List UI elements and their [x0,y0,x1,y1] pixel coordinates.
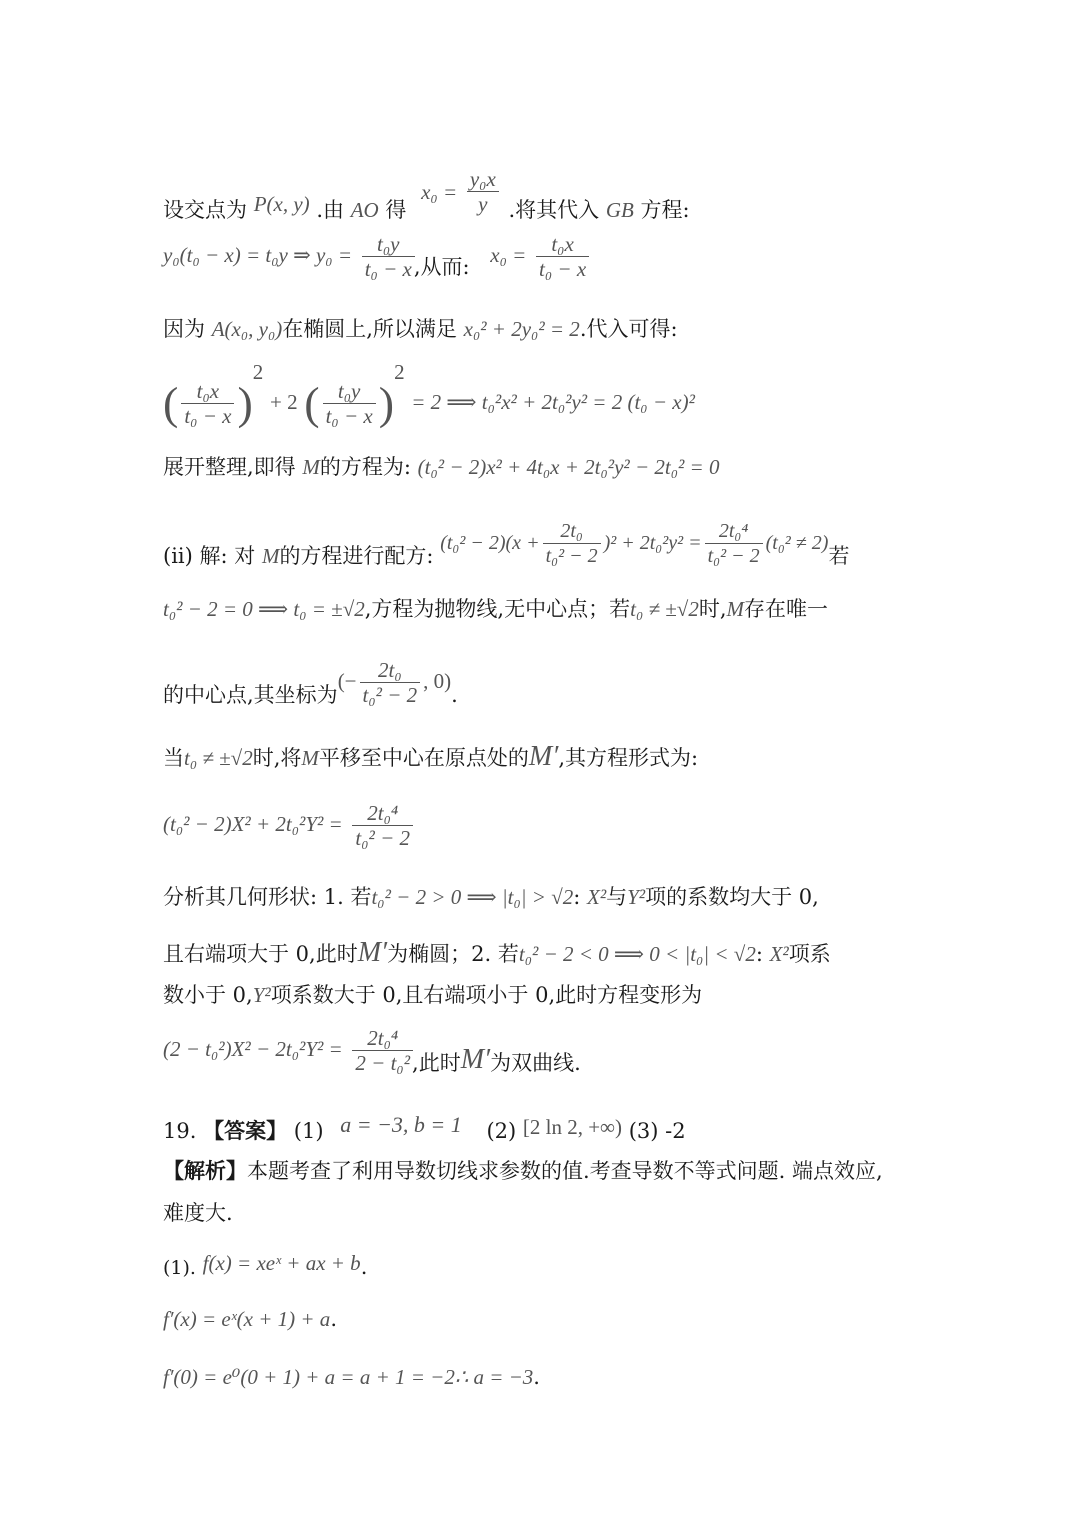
text-line-7 [163,594,920,628]
fraction: $\frac{\text{2t₀}}{\text{t₀² − 2}}$ [360,658,421,707]
text: (ii) 解: 对 [163,544,256,568]
text: . [360,1255,368,1279]
answer-line [163,1110,920,1146]
text-line-17 [163,1248,920,1282]
text: 在椭圆上,所以满足 [282,317,457,341]
text: 时,将 [252,746,302,770]
text: : [755,942,763,966]
text: .代入可得: [579,317,678,341]
fraction: $\frac{\text{2t₀⁴}}{\text{t₀² − 2}}$ [705,519,763,568]
text: 展开整理,即得 [163,455,296,479]
part-label: (3) [628,1119,659,1143]
text-line-5 [163,452,920,484]
math-answer-2: [2 ln 2, +∞) [522,1115,623,1139]
text: ,其方程形式为: [558,746,699,770]
math-eq: (t₀² ≠ 2) [765,532,829,554]
text: 且右端项大于 0,此时 [163,942,358,966]
math-x0: x₀ = [421,180,458,204]
analysis-tag: 【解析】 [163,1158,247,1183]
part-label: (1) [293,1119,324,1143]
text: .由 [316,198,345,222]
math-eq: = 2 ⟹ t₀²x² + 2t₀²y² = 2 (t₀ − x)² [411,390,695,414]
text-line-2 [163,226,920,284]
text: 当 [163,746,184,770]
text: 与 [606,885,628,909]
text: 为椭圆；2. 若 [387,942,519,966]
text: 得 [385,198,407,222]
text: 数小于 0, [163,983,253,1007]
text: 项系数大于 0,且右端项小于 0,此时方程变形为 [270,983,703,1007]
text: . [533,1365,540,1389]
fraction: $\frac{\text{t₀x}}{\text{t₀ − x}}$ [536,232,589,281]
text-line-13 [163,980,920,1012]
fraction: $\frac{\text{t₀x}}{\text{t₀ − x}}$ [181,379,234,428]
math-eq: (2 − t₀²)X² − 2t₀²Y² = [163,1037,343,1061]
text: ,此时 [412,1051,461,1075]
math-point-p: P(x, y) [253,192,310,216]
math-eq: (− [337,669,357,693]
text: 项的系数均大于 0, [645,885,819,909]
fraction: $\frac{\text{2t₀⁴}}{\text{t₀² − 2}}$ [352,801,413,850]
math-y2: Y² [252,983,271,1007]
paren: ) [378,377,395,429]
text-line-12 [163,938,920,974]
text-line-4: ( $\frac{\text{t₀x}}{\text{t₀ − x}}$ )$^2$ + 2 ( $\frac{\text{t₀y}}{\text{t₀ − x}}$ )$^2$ = 2 ⟹ t₀²x² + 2t₀²y² = 2 (t₀ − x)² [163,360,695,429]
math-eq: (t₀² − 2)X² + 2t₀²Y² = [163,812,343,836]
math-point-a: A(x₀, y₀) [211,317,283,341]
text: 平移至中心在原点处的 [318,746,529,770]
math-ao: AO [350,198,379,222]
text-line-1 [163,158,920,226]
text-line-14 [163,1014,920,1084]
text-line-11 [163,882,920,916]
answer-tag: 【答案】 [203,1118,288,1143]
text-line-8 [163,648,920,714]
text: 因为 [163,317,205,341]
math-eq: t₀² − 2 < 0 ⟹ 0 < |t₀| < √2 [518,942,756,966]
text: 方程: [640,198,690,222]
question-number: 19. [163,1119,197,1143]
math-m-prime: M′ [357,937,388,968]
answer-3: -2 [665,1119,686,1143]
math-eq: (t₀² − 2)x² + 4t₀x + 2t₀²y² − 2t₀² = 0 [417,455,720,479]
math-eq: t₀² − 2 > 0 ⟹ |t₀| > √2 [371,885,574,909]
math-x2: X² [769,942,789,966]
part-label: (2) [486,1119,517,1143]
fraction: $\frac{\text{2t₀⁴}}{\text{2 − t₀²}}$ [352,1026,413,1075]
math-m-prime: M′ [528,741,559,772]
step-label: (1). [163,1257,196,1279]
math-eq: f′(x) = eˣ(x + 1) + a [163,1307,331,1331]
math-eq: f(x) = xeˣ + ax + b [202,1251,361,1275]
math-m: M [302,455,320,479]
math-therefore: ∴ a = −3 [454,1365,534,1389]
text-line-19 [163,1362,920,1396]
fraction: $\frac{\text{t₀y}}{\text{t₀ − x}}$ [323,379,376,428]
paren: ( [163,377,179,429]
math-y2: Y² [627,885,646,909]
text: 项系 [788,942,831,966]
math-eq: , 0) [423,669,452,693]
text: 时, [698,597,727,621]
text: : [573,885,581,909]
math-op: + 2 [269,390,298,414]
math-m-prime: M′ [460,1044,491,1075]
text-line-18 [163,1304,920,1338]
text: ,从而: [413,255,470,279]
text: 分析其几何形状: 1. 若 [163,885,372,909]
analysis-line-2 [163,1198,920,1230]
math-x2: X² [587,885,607,909]
text: ,方程为抛物线,无中心点；若 [364,597,631,621]
text: 的方程进行配方: [279,544,434,568]
math-m: M [726,597,745,621]
text: . [330,1307,337,1331]
fraction: $\frac{\text{t₀y}}{\text{t₀ − x}}$ [362,232,415,281]
text: 难度大. [163,1201,233,1225]
text: .将其代入 [508,198,600,222]
math-eq: y₀(t₀ − x) = t₀y ⇒ y₀ = [163,243,352,267]
math-eq: t₀ ≠ ±√2 [630,597,699,621]
text: 为双曲线. [490,1051,581,1075]
math-eq: f′(0) = e⁰(0 + 1) + a = a + 1 = −2 [163,1365,455,1389]
text-line-6 [163,506,920,578]
text: 设交点为 [163,198,247,222]
paren: ) [237,377,253,429]
text: 本题考查了利用导数切线求参数的值.考查导数不等式问题. 端点效应, [247,1159,883,1183]
math-eq: t₀² − 2 = 0 ⟹ t₀ = ±√2 [163,597,365,621]
text: 若 [828,544,850,568]
math-answer-1: a = −3, b = 1 [340,1112,462,1137]
text: 的中心点,其坐标为 [163,683,338,707]
text: 的方程为: [319,455,411,479]
text-line-9 [163,742,920,776]
fraction: $\frac{\text{y₀x}}{y}$ [467,167,499,216]
paren: ( [304,377,320,429]
text: 存在唯一 [744,597,829,621]
math-eq: (t₀² − 2)(x + [440,532,540,554]
text: . [451,683,458,707]
analysis-line-1 [163,1156,920,1188]
math-eq: x₀ = [490,243,527,267]
text-line-10 [163,792,920,856]
math-eq: )² + 2t₀²y² = [603,532,702,554]
math-eq: t₀ ≠ ±√2 [184,746,253,770]
math-eq: x₀² + 2y₀² = 2 [463,317,580,341]
math-gb: GB [605,198,634,222]
fraction: $\frac{\text{2t₀}}{\text{t₀² − 2}}$ [543,519,601,568]
math-m: M [261,544,280,568]
math-m: M [301,746,319,770]
text-line-3 [163,314,920,346]
